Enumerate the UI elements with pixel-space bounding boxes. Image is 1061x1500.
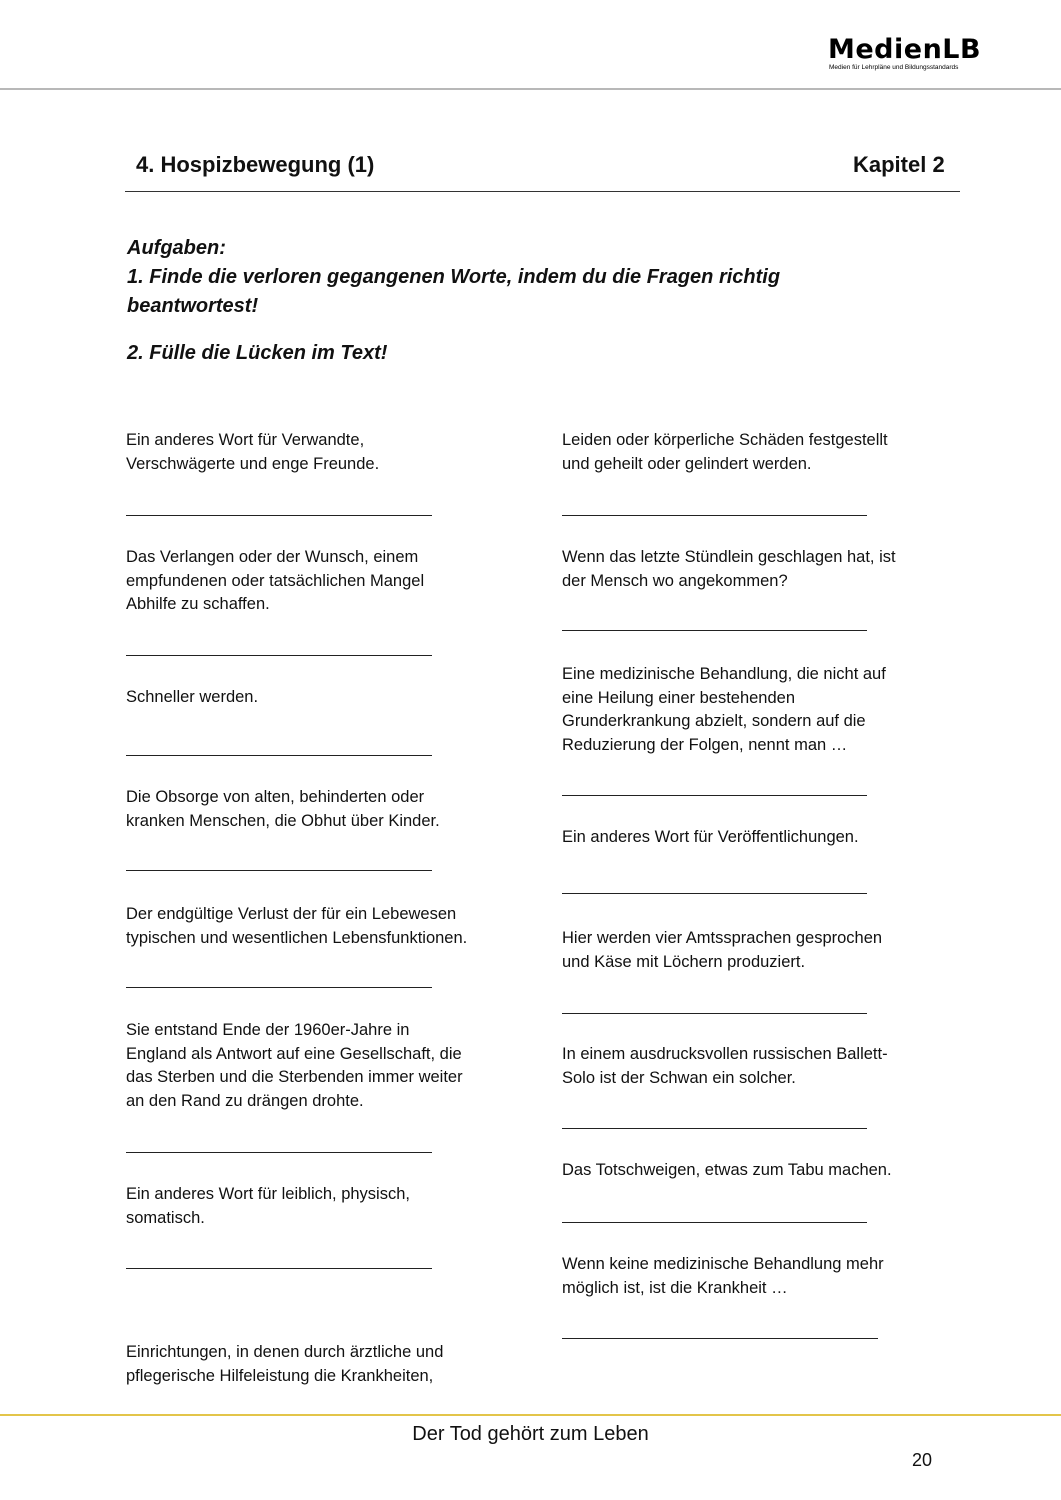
page-number: 20	[912, 1450, 933, 1470]
answer-blank-line[interactable]	[562, 795, 867, 796]
question-line: Einrichtungen, in denen durch ärztliche und	[126, 1343, 444, 1361]
question-text	[562, 1159, 892, 1183]
answer-blank-line[interactable]	[562, 1013, 867, 1014]
question-line: möglich ist, ist die Krankheit …	[562, 1278, 788, 1297]
answer-blank-line[interactable]	[126, 987, 432, 988]
answer-blank-line[interactable]	[126, 1152, 432, 1153]
question-line: Ein anderes Wort für Veröffentlichungen.	[562, 828, 859, 846]
answer-blank-line[interactable]	[126, 870, 432, 871]
question-text	[126, 429, 379, 476]
answer-blank-line[interactable]	[562, 1128, 867, 1129]
answer-blank-line[interactable]	[562, 630, 867, 631]
question-text	[562, 546, 896, 593]
tasks-heading: Aufgaben:	[127, 237, 226, 259]
answer-blank-line[interactable]	[562, 1222, 867, 1223]
question-text	[562, 663, 886, 758]
chapter-label: Kapitel 2	[853, 152, 945, 177]
question-line: Verschwägerte und enge Freunde.	[126, 454, 380, 473]
task-1-line-1: 1. Finde die verloren gegangenen Worte, indem du die Fragen richtig	[127, 266, 781, 288]
question-line: Der endgültige Verlust der für ein Lebewesen	[126, 905, 457, 923]
question-text	[126, 1183, 410, 1230]
question-text	[126, 686, 258, 710]
question-line: Ein anderes Wort für leiblich, physisch,	[126, 1185, 410, 1203]
answer-blank-line[interactable]	[126, 1268, 432, 1269]
question-line: Grunderkrankung abzielt, sondern auf die	[562, 712, 866, 731]
question-line: Sie entstand Ende der 1960er-Jahre in	[126, 1021, 410, 1039]
logo: MedienLB	[828, 34, 982, 65]
question-text	[562, 1043, 888, 1090]
answer-blank-line[interactable]	[562, 515, 867, 516]
question-text	[562, 927, 882, 974]
question-text	[126, 786, 440, 833]
question-line: Wenn das letzte Stündlein geschlagen hat, ist	[562, 548, 896, 566]
logo-tagline: Medien für Lehrpläne und Bildungsstandards	[829, 64, 959, 71]
answer-blank-line[interactable]	[126, 515, 432, 516]
question-line: an den Rand zu drängen drohte.	[126, 1092, 364, 1111]
question-line: Wenn keine medizinische Behandlung mehr	[562, 1255, 884, 1273]
question-line: pflegerische Hilfeleistung die Krankheiten,	[126, 1366, 434, 1385]
question-line: Die Obsorge von alten, behinderten oder	[126, 788, 425, 806]
question-text	[562, 826, 859, 850]
answer-blank-line[interactable]	[562, 893, 867, 894]
question-line: Ein anderes Wort für Verwandte,	[126, 431, 365, 449]
question-line: Reduzierung der Folgen, nennt man …	[562, 736, 848, 755]
question-text	[126, 1341, 443, 1388]
question-line: England als Antwort auf eine Gesellschaft, die	[126, 1044, 462, 1063]
question-line: kranken Menschen, die Obhut über Kinder.	[126, 811, 440, 830]
question-line: und Käse mit Löchern produziert.	[562, 952, 806, 971]
footer-text: Der Tod gehört zum Leben	[412, 1423, 649, 1445]
question-text	[126, 903, 467, 950]
question-line: das Sterben und die Sterbenden immer weiter	[126, 1068, 463, 1087]
title-divider	[125, 191, 960, 192]
question-line: Hier werden vier Amtssprachen gesprochen	[562, 929, 883, 947]
question-line: somatisch.	[126, 1208, 205, 1227]
footer-divider	[0, 1414, 1061, 1416]
answer-blank-line[interactable]	[562, 1338, 878, 1339]
question-line: eine Heilung einer bestehenden	[562, 688, 796, 707]
question-line: In einem ausdrucksvollen russischen Ballett-	[562, 1045, 888, 1063]
question-text	[126, 546, 424, 617]
question-line: Eine medizinische Behandlung, die nicht auf	[562, 665, 886, 683]
question-line: der Mensch wo angekommen?	[562, 571, 788, 590]
question-text	[126, 1019, 463, 1114]
task-1-line-2: beantwortest!	[127, 295, 259, 317]
question-line: typischen und wesentlichen Lebensfunktionen.	[126, 928, 468, 947]
header-divider	[0, 88, 1061, 90]
question-line: und geheilt oder gelindert werden.	[562, 454, 812, 473]
question-text	[562, 1253, 884, 1300]
answer-blank-line[interactable]	[126, 755, 432, 756]
question-line: Abhilfe zu schaffen.	[126, 595, 270, 614]
question-line: Leiden oder körperliche Schäden festgestellt	[562, 431, 888, 449]
question-line: Das Verlangen oder der Wunsch, einem	[126, 548, 419, 566]
question-line: Schneller werden.	[126, 688, 259, 706]
question-line: empfundenen oder tatsächlichen Mangel	[126, 571, 425, 590]
question-text	[562, 429, 888, 476]
question-line: Solo ist der Schwan ein solcher.	[562, 1068, 796, 1087]
answer-blank-line[interactable]	[126, 655, 432, 656]
task-2: 2. Fülle die Lücken im Text!	[127, 342, 388, 364]
question-line: Das Totschweigen, etwas zum Tabu machen.	[562, 1161, 892, 1179]
page-title: 4. Hospizbewegung (1)	[136, 152, 375, 177]
